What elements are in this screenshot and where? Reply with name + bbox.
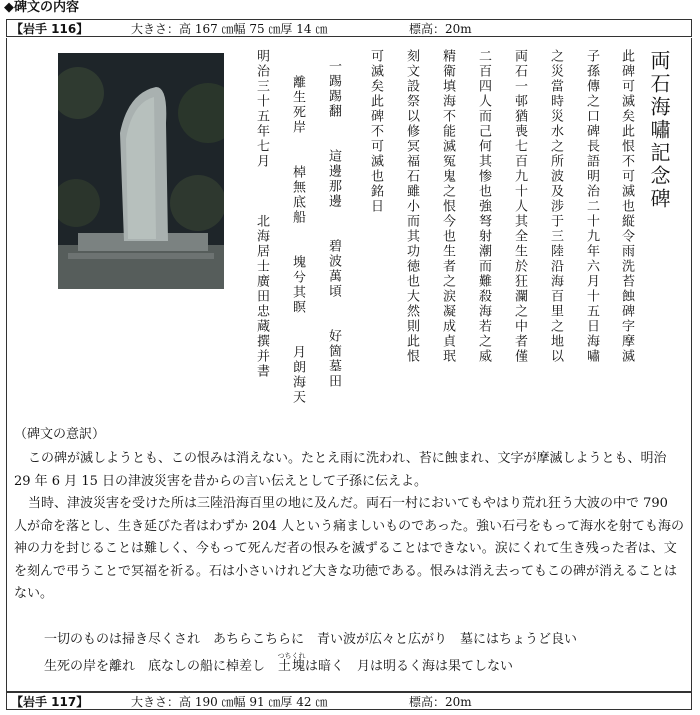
entry-size: 大きさ：高 167 ㎝幅 75 ㎝厚 14 ㎝ [131,22,328,36]
monument-photo-graphic [58,53,224,289]
inscription-signature: 明治三十五年七月 北海居士廣田忠蔵撰并書 [254,49,269,379]
inscription-column: 可滅矣此碑不可滅也銘日 [368,49,383,214]
entry-elevation: 標高：20m [409,695,472,709]
monument-title: 両石海嘯記念碑 [647,50,671,211]
inscription-column: 二百四人而己何其惨也強弩射潮而難殺海若之威 [476,49,491,364]
inscription-column: 刻文設祭以修冥福石雖小而其功徳也大然則此恨 [404,49,419,364]
entry-info-bar-117 [6,692,692,710]
entry-id: 【岩手 116】 [11,22,89,36]
inscription-column: 之災當時災水之所波及涉于三陸沿海百里之地以 [548,49,563,364]
inscription-column: 精衛填海不能滅冤鬼之恨今也生者之涙凝成貞珉 [440,49,455,364]
translation-heading: （碑文の意訳） [14,427,106,442]
inscription-column: 此碑可滅矣此恨不可滅也縦令雨洗苔蝕碑字摩滅 [619,49,634,364]
inscription-column: 両石一邨猶喪七百九十人其全生於狂瀾之中者僅 [512,49,527,364]
entry-id: 【岩手 117】 [11,695,89,709]
translation-paragraph: この碑が滅しようとも、この恨みは消えない。たとえ雨に洗われ、苔に蝕まれ、文字が摩滅しようとも、明治 29 年 6 月 15 日の津波災害を昔からの言い伝えとして子孫に伝えよ。 [14,451,667,489]
entry-elevation: 標高：20m [409,22,472,36]
poem-line: 一切のものは掃き尽くされ あちらこちらに 青い波が広々と広がり 墓にはちょうど良い [44,632,578,647]
monument-photo [58,53,224,289]
translation-body [14,448,684,606]
ruby-word [277,652,306,674]
ruby-base: 土塊 [277,659,306,674]
entry-size: 大きさ：高 190 ㎝幅 91 ㎝厚 42 ㎝ [131,695,328,709]
poem-line [44,652,513,674]
section-heading: ◆碑文の内容 [4,0,79,15]
ruby-reading: つちくれ [277,652,306,660]
translation-paragraph: 当時、津波災害を受けた所は三陸沿海百里の地に及んだ。両石一村においてもやはり荒れ狂う大波の中で 790 人が命を落とし、生き延びた者はわずか 204 人という痛ましいものであった。強い石弓をもって海水を射ても海の神の力を封じることは難しく、今もって死んだ者の恨みを滅ずることはできない。涙にくれて生き残った者は、文を刻んで弔うことで冥福を祈る。石は小さいけれど大きな功徳である。恨みは消え去ってもこの碑が消えることはない。 [14,496,684,601]
poem-line-part: は暗く 月は明るく海は果てしない [305,659,514,674]
poem-line-part: 生死の岸を離れ 底なしの船に棹差し [44,659,279,674]
inscription-verse: 一踢踢翻 這邊那邊 碧波萬頃 好箇墓田 [326,59,341,389]
inscription-column: 子孫傳之口碑長語明治二十九年六月十五日海嘯 [584,49,599,364]
entry-info-bar-116 [6,19,692,37]
inscription-verse: 離生死岸 棹無底船 塊兮其瞑 月朗海天 [290,75,305,405]
